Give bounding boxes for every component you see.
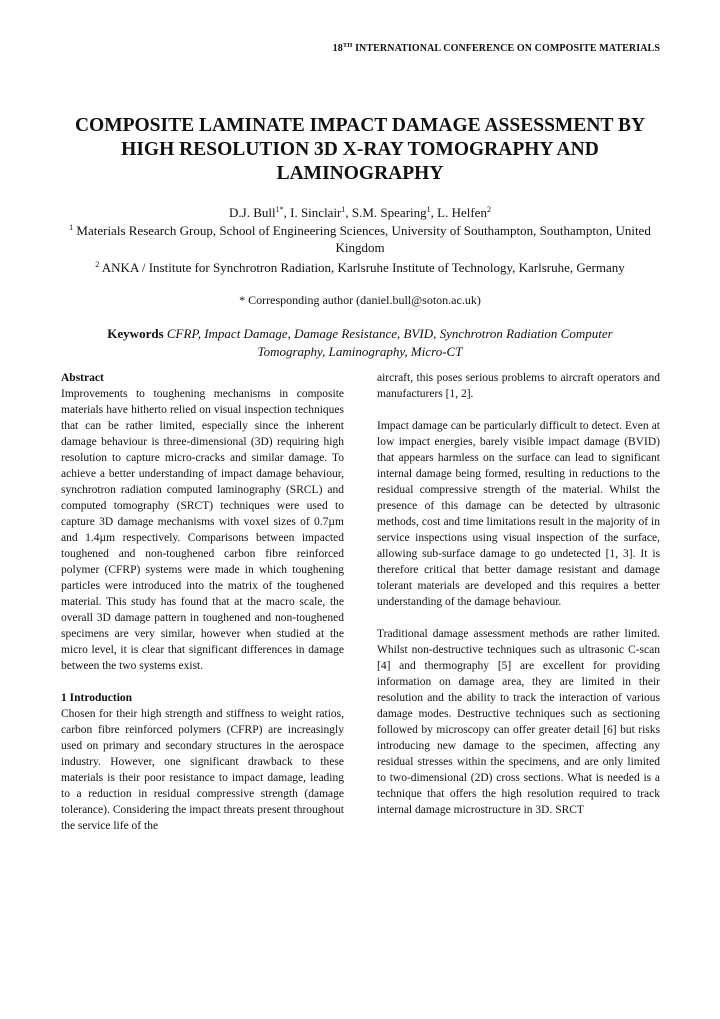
conference-ordinal: TH [342, 42, 353, 49]
conference-name: INTERNATIONAL CONFERENCE ON COMPOSITE MATERIALS [352, 43, 660, 54]
author-name: D.J. Bull [229, 205, 276, 220]
author-affil-mark: 1 [341, 205, 346, 214]
right-column [377, 370, 660, 818]
author-affil-mark: 1 [426, 205, 431, 214]
body-paragraph: aircraft, this poses serious problems to aircraft operators and manufacturers [1, 2]. [377, 372, 660, 400]
affiliation-text: Materials Research Group, School of Engineering Sciences, University of Southampton, Southampton, United Kingdom [73, 223, 651, 255]
affiliation [60, 219, 660, 256]
keywords-label: Keywords [107, 326, 164, 341]
introduction-text: Chosen for their high strength and stiffness to weight ratios, carbon fibre reinforced polymers (CFRP) are increasingly used on primary and secondary structures in the aerospace industry. However, one significant drawback to these materials is their poor resistance to impact damage, leading to a reduction in residual compressive strength (damage tolerance). Considering the impact threats present throughout the service life of the [61, 708, 344, 832]
affiliation-mark: 1 [69, 223, 74, 232]
left-column [61, 370, 344, 834]
affiliation-text: ANKA / Institute for Synchrotron Radiation, Karlsruhe Institute of Technology, Karlsruhe, Germany [99, 260, 625, 275]
corresponding-author: * Corresponding author (daniel.bull@soton.ac.uk) [239, 293, 481, 307]
paragraph-gap [377, 610, 660, 626]
affiliation [60, 256, 660, 276]
keywords [100, 325, 620, 361]
body-paragraph: Traditional damage assessment methods are rather limited. Whilst non-destructive techniques such as ultrasonic C-scan [4] and thermography [5] are excellent for providing information on damage area, they are limited in their resolution and the ability to track the interaction of various damage modes. Destructive techniques such as sectioning followed by microscopy can offer greater detail [6] but risks introducing new damage to the specimen, affecting any residual stresses within the specimens, and are only limited to two-dimensional (2D) cross sections. What is needed is a technique that offers the high resolution required to track internal damage microstructure in 3D. SRCT [377, 628, 660, 816]
introduction-heading: 1 Introduction [61, 692, 133, 704]
conference-number: 18 [332, 43, 343, 54]
abstract-heading: Abstract [61, 372, 104, 384]
running-head [0, 42, 720, 54]
author-name: I. Sinclair [290, 205, 342, 220]
paragraph-gap [61, 674, 344, 690]
author-name: L. Helfen [437, 205, 487, 220]
affiliations [60, 219, 660, 276]
abstract-text: Improvements to toughening mechanisms in composite materials have hitherto relied on visual inspection techniques that can be rather limited, especially since the inherent damage behaviour is three-dimensional (3D) requiring high resolution to capture micro-cracks and similar damage. To achieve a better understanding of impact damage behaviour, synchrotron radiation computed laminography (SRCL) and computed tomography (SRCT) techniques were used to capture 3D damage mechanisms with voxel sizes of 0.7µm and 1.4µm respectively. Comparisons between impacted toughened and non-toughened carbon fibre reinforced polymer (CFRP) systems were made in which toughening particles were introduced into the matrix of the toughened material. This study has found that at the macro scale, the overall 3D damage pattern in toughened and non-toughened specimens are very similar, however when studied at the micro level, it is clear that significant differences in damage between the two systems exist. [61, 388, 344, 672]
paper-title: COMPOSITE LAMINATE IMPACT DAMAGE ASSESSMENT BY HIGH RESOLUTION 3D X-RAY TOMOGRAPHY AND LAMINOGRAPHY [74, 115, 646, 184]
keywords-text: CFRP, Impact Damage, Damage Resistance, BVID, Synchrotron Radiation Computer Tomography, Laminography, Micro-CT [163, 326, 613, 359]
author-list: D.J. Bull$^{1*}$, I. Sinclair$^1$, S.M. Spearing$^1$, L. Helfen$^2$ [229, 205, 491, 220]
author-name: S.M. Spearing [351, 205, 427, 220]
paragraph-gap [377, 402, 660, 418]
body-paragraph: Impact damage can be particularly difficult to detect. Even at low impact energies, barely visible impact damage (BVID) that appears harmless on the surface can lead to significant internal damage being formed, resulting in reductions to the residual compressive strength of the material. Whilst the presence of this damage can be detected by ultrasonic methods, cost and time limitations result in the majority of in service inspections using visual inspection of the surface, allowing sub-surface damage to go undetected [1, 3]. It is therefore critical that better damage resistant and damage tolerant materials are developed and this requires a better understanding of the damage behaviour. [377, 420, 660, 608]
author-affil-mark: 1* [275, 205, 284, 214]
author-affil-mark: 2 [486, 205, 491, 214]
affiliation-mark: 2 [95, 260, 100, 269]
